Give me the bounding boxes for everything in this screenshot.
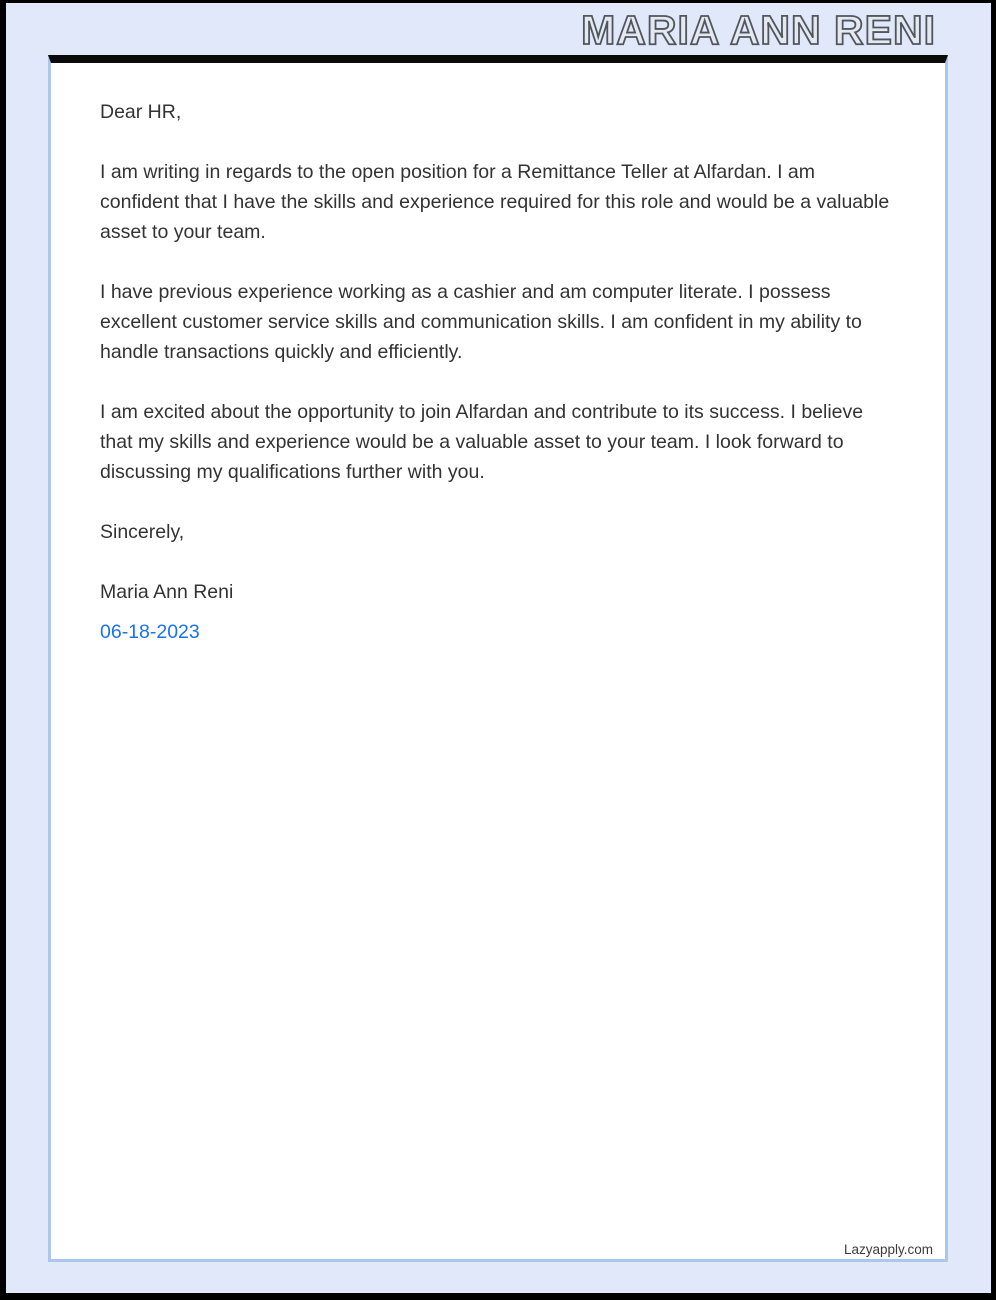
footer-brand: Lazyapply.com	[843, 1242, 933, 1257]
paragraph-1: I am writing in regards to the open position for a Remittance Teller at Alfardan. I am confident that I have the skills and experience required for this role and would be a valuable asset to your team.	[100, 161, 890, 243]
paragraph-3: I am excited about the opportunity to join Alfardan and contribute to its success. I believe that my skills and experience would be a valuable asset to your team. I look forward to discussing my qualifications further with you.	[100, 401, 864, 483]
letterhead-name: MARIA ANN RENI	[581, 7, 936, 53]
letter-panel	[48, 55, 948, 1262]
page-background	[6, 3, 991, 1293]
letter-date: 06-18-2023	[100, 621, 200, 643]
signature-name: Maria Ann Reni	[100, 581, 234, 603]
letter-body	[51, 63, 945, 647]
paragraph-2: I have previous experience working as a cashier and am computer literate. I possess excellent customer service skills and communication skills. I am confident in my ability to handle transactions quickly and efficiently.	[100, 281, 862, 363]
salutation: Dear HR,	[100, 101, 182, 123]
closing: Sincerely,	[100, 521, 185, 543]
